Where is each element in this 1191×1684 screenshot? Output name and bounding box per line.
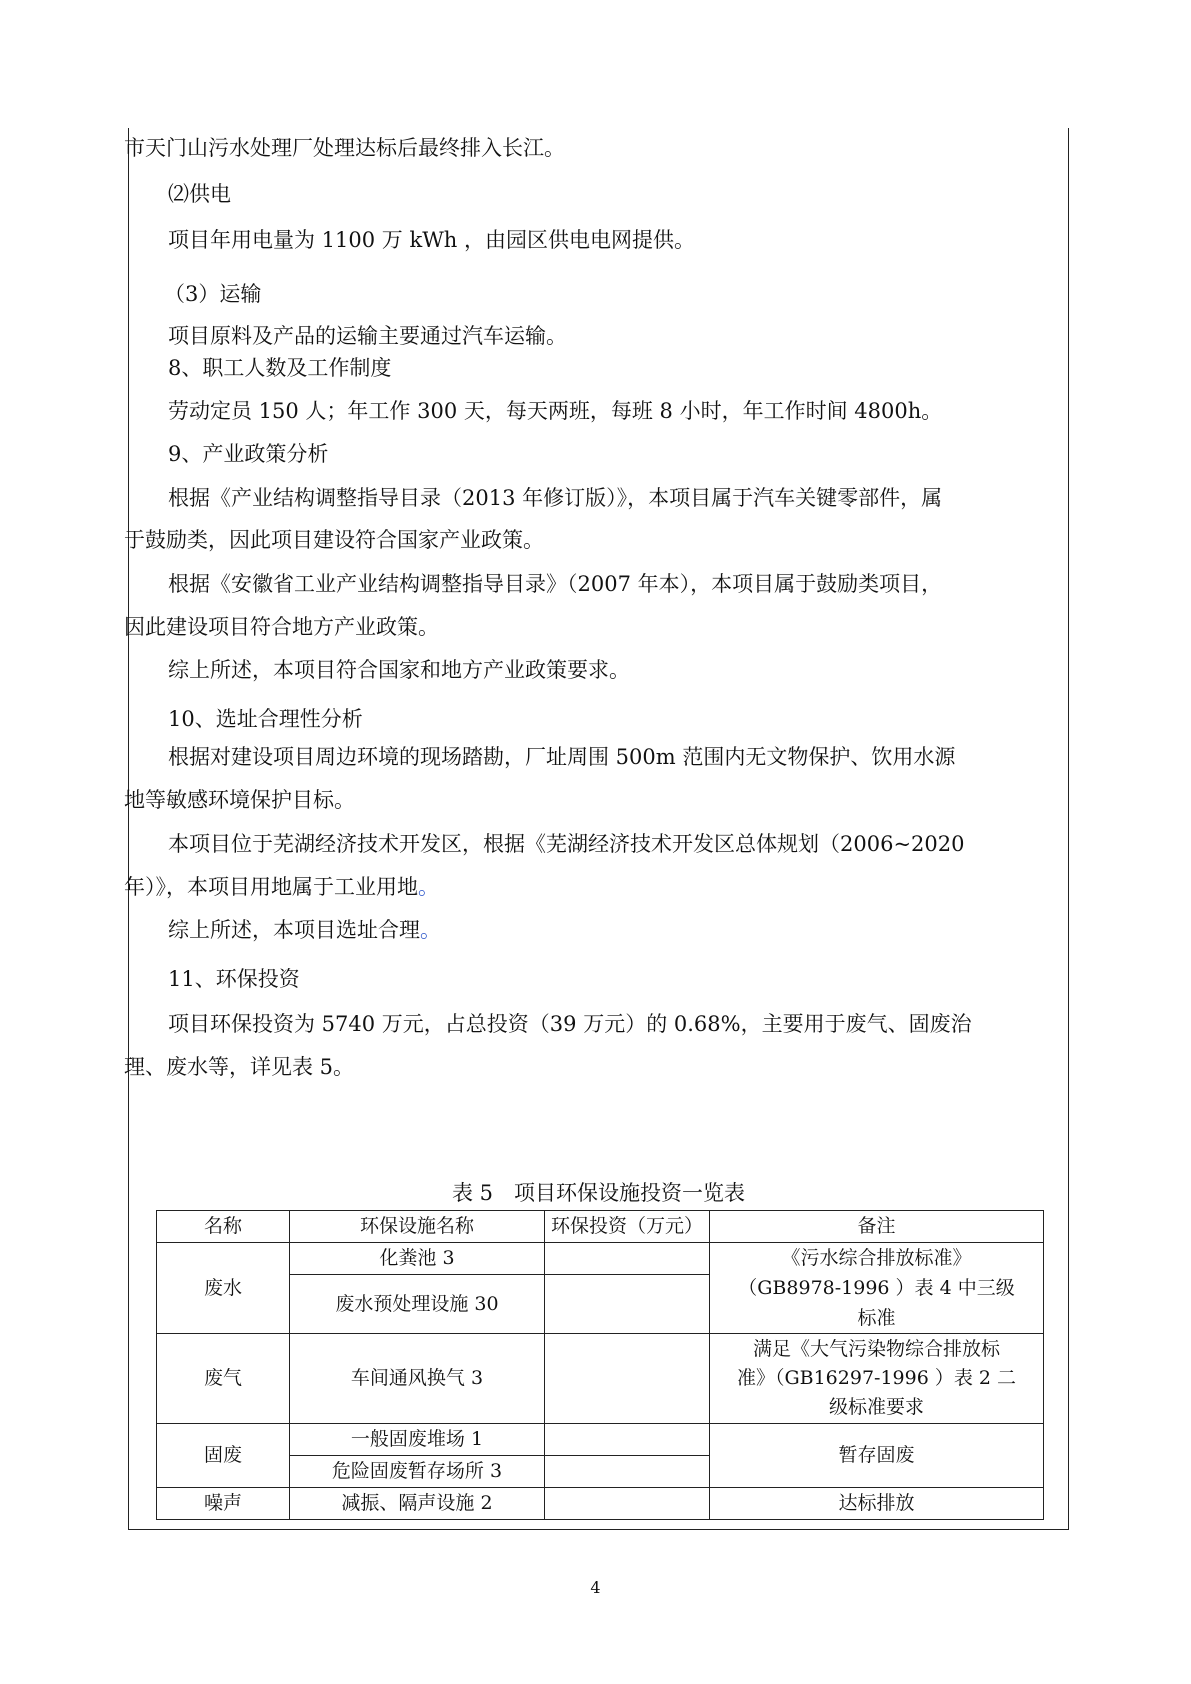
table-row (157, 1488, 1044, 1520)
section-heading-staff: 8、职工人数及工作制度 (168, 356, 392, 380)
remark-line: 准》（GB16297-1996 ）表 2 二 (736, 1367, 1017, 1389)
section-heading-investment: 11、环保投资 (168, 967, 300, 991)
paragraph-line: 市天门山污水处理厂处理达标后最终排入长江。 (124, 136, 565, 160)
paragraph-line (168, 916, 441, 944)
paragraph-line: 根据《安徽省工业产业结构调整指导目录》（2007 年本），本项目属于鼓励类项目， (168, 572, 943, 596)
remark-cell: 达标排放 (710, 1488, 1044, 1520)
section-heading-site: 10、选址合理性分析 (168, 707, 363, 731)
paragraph-line: 综上所述，本项目符合国家和地方产业政策要求。 (168, 658, 630, 682)
category-cell: 噪声 (157, 1488, 290, 1520)
paragraph-line: 理、废水等，详见表 5。 (124, 1055, 355, 1079)
category-cell: 废水 (157, 1243, 290, 1334)
remark-line: 满足《大气污染物综合排放标 (752, 1338, 1000, 1360)
table-header-row (157, 1211, 1044, 1243)
facility-cell: 车间通风换气 3 (290, 1334, 545, 1424)
investment-cell (545, 1488, 710, 1520)
remark-line: （GB8978-1996 ）表 4 中三级 (738, 1277, 1015, 1299)
category-cell: 固废 (157, 1424, 290, 1488)
remark-line: 级标准要求 (828, 1396, 924, 1418)
paragraph-line: 根据对建设项目周边环境的现场踏勘，厂址周围 500m 范围内无文物保护、饮用水源 (168, 745, 956, 769)
section-heading-power: ⑵供电 (168, 182, 231, 206)
header-remark: 备注 (710, 1211, 1044, 1243)
paragraph-text: 年）》，本项目用地属于工业用地 (124, 875, 418, 899)
table-caption: 表 5 项目环保设施投资一览表 (451, 1181, 746, 1205)
paragraph-text: 综上所述，本项目选址合理 (168, 918, 420, 942)
investment-cell (545, 1243, 710, 1275)
category-cell: 废气 (157, 1334, 290, 1424)
header-name: 名称 (157, 1211, 290, 1243)
period-mark: 。 (418, 875, 439, 899)
facility-cell: 减振、隔声设施 2 (290, 1488, 545, 1520)
facility-cell: 一般固废堆场 1 (290, 1424, 545, 1456)
paragraph-line: 本项目位于芜湖经济技术开发区，根据《芜湖经济技术开发区总体规划（2006~2020 (168, 832, 965, 856)
paragraph-line: 项目年用电量为 1100 万 kWh ，由园区供电电网提供。 (168, 228, 695, 252)
investment-cell (545, 1334, 710, 1424)
section-heading-policy: 9、产业政策分析 (168, 442, 329, 466)
facility-cell: 化粪池 3 (290, 1243, 545, 1275)
paragraph-line: 劳动定员 150 人；年工作 300 天，每天两班，每班 8 小时，年工作时间 4800h。 (168, 399, 943, 423)
remark-cell: 暂存固废 (710, 1424, 1044, 1488)
paragraph-line: 项目环保投资为 5740 万元，占总投资（39 万元）的 0.68%，主要用于废气、固废治 (168, 1012, 972, 1036)
section-heading-transport: （3）运输 (164, 282, 262, 306)
investment-cell (545, 1275, 710, 1334)
investment-cell (545, 1424, 710, 1456)
paragraph-line: 于鼓励类，因此项目建设符合国家产业政策。 (124, 528, 544, 552)
header-facility: 环保设施名称 (290, 1211, 545, 1243)
paragraph-line: 根据《产业结构调整指导目录（2013 年修订版）》，本项目属于汽车关键零部件，属 (168, 486, 943, 510)
paragraph-line (124, 873, 439, 901)
table-row (157, 1334, 1044, 1424)
table-row (157, 1243, 1044, 1275)
period-mark: 。 (420, 918, 441, 942)
paragraph-line: 地等敏感环境保护目标。 (124, 788, 355, 812)
investment-cell (545, 1456, 710, 1488)
table-row (157, 1424, 1044, 1456)
remark-line: 《污水综合排放标准》 (781, 1247, 972, 1269)
remark-cell (710, 1334, 1044, 1424)
page-number: 4 (590, 1578, 601, 1597)
remark-cell (710, 1243, 1044, 1334)
remark-line: 标准 (857, 1307, 896, 1329)
facility-cell: 废水预处理设施 30 (290, 1275, 545, 1334)
paragraph-line: 项目原料及产品的运输主要通过汽车运输。 (168, 324, 567, 348)
facility-cell: 危险固废暂存场所 3 (290, 1456, 545, 1488)
paragraph-line: 因此建设项目符合地方产业政策。 (124, 615, 439, 639)
investment-table (156, 1210, 1044, 1520)
header-investment: 环保投资（万元） (545, 1211, 710, 1243)
